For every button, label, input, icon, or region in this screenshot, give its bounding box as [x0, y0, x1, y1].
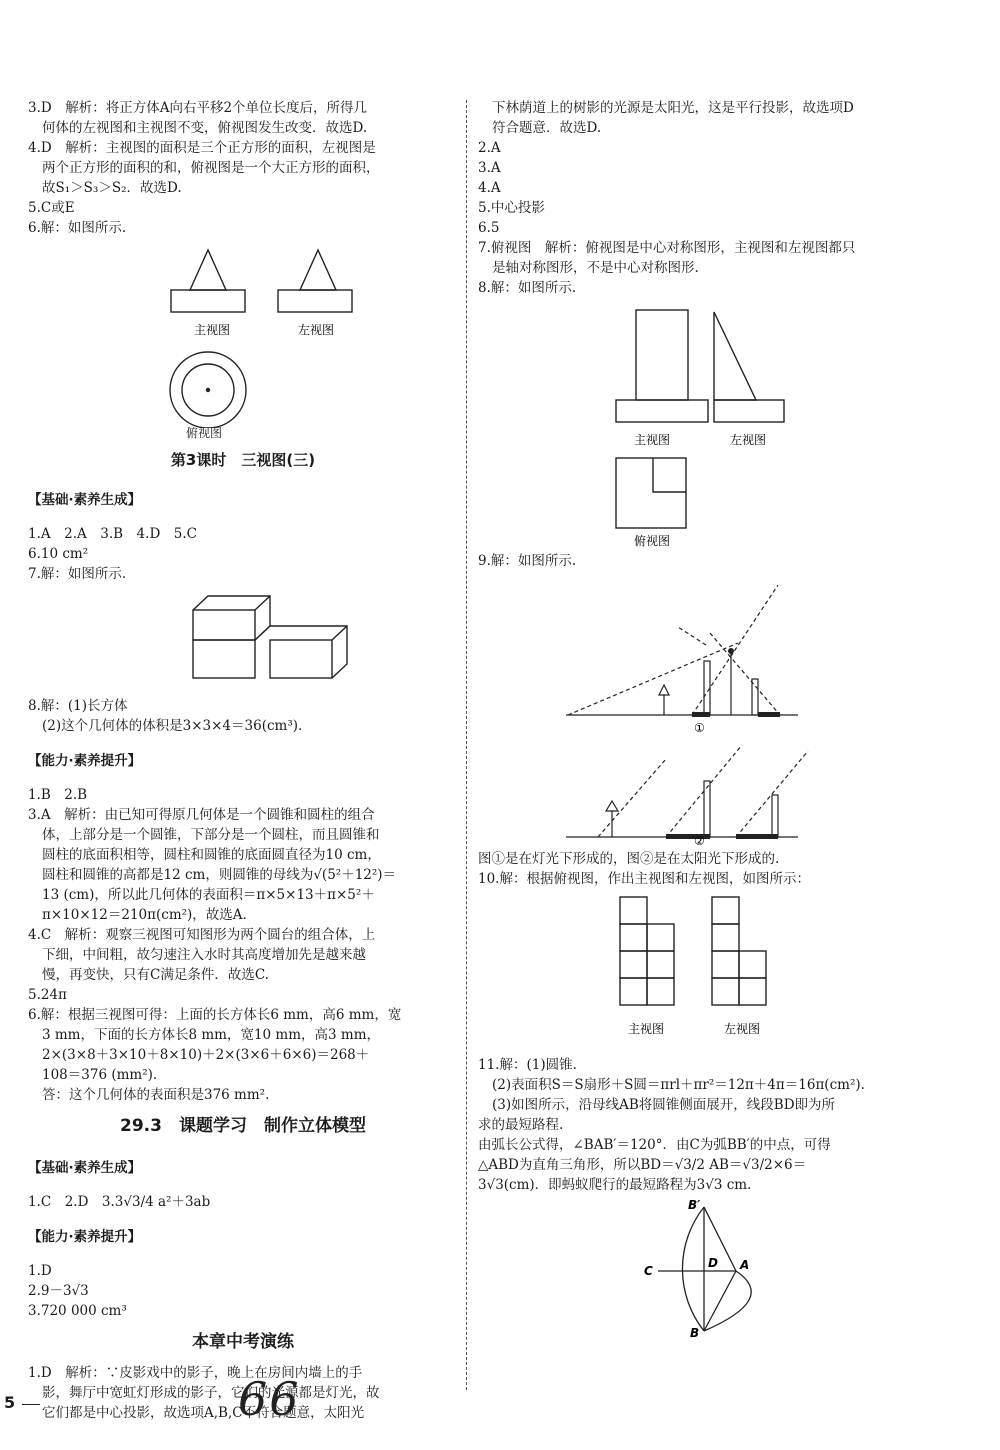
- exam-answer-1-cont4: 符合题意．故选D.: [492, 120, 602, 136]
- figure-cube-views: [478, 893, 918, 1051]
- fig9-caption-2: ②: [694, 834, 705, 845]
- section2-basic-answers: 1.C 2.D 3.3√3/4 a²＋3ab: [28, 1194, 211, 1210]
- ability-answer-3: 3.A 解析：由已知可得原几何体是一个圆锥和圆柱的组合: [28, 807, 375, 823]
- handwritten-number: 66: [238, 1372, 301, 1426]
- basic-header: 【基础·素养生成】: [28, 491, 142, 508]
- exam-answer-2: 2.A: [478, 140, 501, 156]
- exam-answer-9: 9.解：如图所示.: [478, 553, 577, 569]
- figure-shadows: [478, 575, 918, 845]
- exam-answer-4: 4.A: [478, 180, 501, 196]
- exam-answer-11-part2: (2)表面积S＝S扇形＋S圆＝πrl＋πr²＝12π＋4π＝16π(cm²).: [492, 1077, 865, 1093]
- exam-answer-11-result: 3√3(cm)．即蚂蚁爬行的最短路程为3√3 cm.: [478, 1177, 752, 1193]
- ability-header: 【能力·素养提升】: [28, 752, 142, 769]
- exam-answer-11: 11.解：(1)圆锥.: [478, 1057, 577, 1073]
- ability-answer-6-cont2: 2×(3×8＋3×10＋8×10)＋2×(3×6＋6×6)＝268＋: [42, 1047, 370, 1063]
- ability-answer-4: 4.C 解析：观察三视图可知图形为两个圆台的组合体，上: [28, 927, 376, 943]
- exam-answer-10: 10.解：根据俯视图，作出主视图和左视图，如图所示：: [478, 871, 810, 887]
- exam-answer-1-cont3: 下林荫道上的树影的光源是太阳光，这是平行投影，故选项D: [492, 100, 854, 116]
- column-divider: [466, 100, 467, 1390]
- ability-answer-3-cont2: 圆柱的底面积相等，圆柱和圆锥的底面圆直径为10 cm，: [42, 847, 381, 863]
- basic-header-2: 【基础·素养生成】: [28, 1159, 142, 1176]
- section-title-chapter-exam: 本章中考演练: [192, 1332, 294, 1352]
- ability-answer-6-cont3: 108＝376 (mm²).: [42, 1067, 158, 1083]
- answer-5: 5.C或E: [28, 200, 75, 216]
- fig9-caption-1: ①: [694, 721, 705, 735]
- section2-ability-3: 3.720 000 cm³: [28, 1303, 127, 1319]
- exam-answer-1-cont: 影，舞厅中宽虹灯形成的影子，它们的光源都是灯光，故: [42, 1385, 380, 1401]
- section2-ability-2: 2.9－3√3: [28, 1283, 89, 1299]
- fig11-label-c: C: [644, 1264, 653, 1278]
- ability-answers: 1.B 2.B: [28, 787, 88, 803]
- exam-answer-11-arc: 由弧长公式得，∠BAB′＝120°．由C为弧BB′的中点，可得: [478, 1137, 831, 1153]
- page-number: 5: [4, 1393, 16, 1412]
- exam-answer-7-cont: 是轴对称图形，不是中心对称图形.: [492, 260, 699, 276]
- ability-answer-6: 6.解：根据三视图可得：上面的长方体长6 mm，高6 mm，宽: [28, 1007, 402, 1023]
- answer-3-cont: 何体的左视图和主视图不变，俯视图发生改变．故选D.: [42, 120, 368, 136]
- fig11-label-d: D: [708, 1256, 718, 1270]
- ability-answer-3-cont4: 13 (cm)，所以此几何体的表面积＝π×5×13＋π×5²＋: [42, 887, 375, 903]
- basic-answer-8-part2: (2)这个几何体的体积是3×3×4＝36(cm³).: [42, 718, 303, 734]
- page-number-rule: [22, 1404, 40, 1405]
- basic-answers: 1.A 2.A 3.B 4.D 5.C: [28, 526, 197, 542]
- ability-header-2: 【能力·素养提升】: [28, 1228, 142, 1245]
- ability-answer-6-conclusion: 答：这个几何体的表面积是376 mm².: [42, 1087, 270, 1103]
- fig6-caption-main: 主视图: [194, 323, 231, 337]
- exam-answer-11-part3: (3)如图所示，沿母线AB将圆锥侧面展开，线段BD即为所: [492, 1097, 836, 1113]
- exam-answer-5: 5.中心投影: [478, 200, 545, 216]
- fig6-caption-top: 俯视图: [186, 426, 223, 440]
- basic-answer-7: 7.解：如图所示.: [28, 566, 127, 582]
- exam-answer-8: 8.解：如图所示.: [478, 280, 577, 296]
- fig11-label-b: B: [690, 1326, 700, 1339]
- exam-answer-1: 1.D 解析：∵皮影戏中的影子，晚上在房间内墙上的手: [28, 1365, 363, 1381]
- exam-answer-7: 7.俯视图 解析：俯视图是中心对称图形，主视图和左视图都只: [478, 240, 856, 256]
- exam-answer-3: 3.A: [478, 160, 501, 176]
- fig8-caption-top: 俯视图: [634, 534, 671, 547]
- answer-3: 3.D 解析：将正方体A向右平移2个单位长度后，所得几: [28, 100, 368, 116]
- exam-answer-11-part3-cont: 求的最短路程.: [478, 1117, 564, 1133]
- figure-cone-unfold: [478, 1199, 918, 1339]
- ability-answer-3-cont3: 圆柱和圆锥的高都是12 cm，则圆锥的母线为√(5²＋12²)＝: [42, 867, 397, 883]
- exam-answer-11-triangle: △ABD为直角三角形，所以BD＝√3/2 AB＝√3/2×6＝: [478, 1157, 807, 1173]
- section2-ability-1: 1.D: [28, 1263, 52, 1279]
- section-title-29-3: 29.3 课题学习 制作立体模型: [120, 1116, 366, 1136]
- figure-three-views-cone: [28, 242, 458, 428]
- ability-answer-4-cont2: 慢，再变快，只有C满足条件．故选C.: [42, 967, 269, 983]
- fig11-label-a: A: [740, 1258, 750, 1272]
- ability-answer-5: 5.24π: [28, 987, 67, 1003]
- basic-answer-6: 6.10 cm²: [28, 546, 89, 562]
- ability-answer-3-cont5: π×10×12＝210π(cm²)，故选A.: [42, 907, 247, 923]
- basic-answer-8: 8.解：(1)长方体: [28, 698, 128, 714]
- ability-answer-6-cont: 3 mm，下面的长方体长8 mm，宽10 mm，高3 mm，: [42, 1027, 381, 1043]
- fig11-label-b-prime: B′: [688, 1199, 701, 1212]
- fig10-caption-left: 左视图: [724, 1022, 761, 1036]
- exam-answer-6: 6.5: [478, 220, 500, 236]
- ability-answer-4-cont: 下细，中间粗，故匀速注入水时其高度增加先是越来越: [42, 947, 366, 963]
- answer-4: 4.D 解析：主视图的面积是三个正方形的面积，左视图是: [28, 140, 376, 156]
- answer-6: 6.解：如图所示.: [28, 220, 127, 236]
- section-title-lesson3: 第3课时 三视图(三): [170, 451, 316, 469]
- exam-answer-1-cont2: 它们都是中心投影，故选项A,B,C不符合题意，太阳光: [42, 1405, 365, 1421]
- exam-answer-9-conclusion: 图①是在灯光下形成的，图②是在太阳光下形成的.: [478, 851, 780, 867]
- fig10-caption-main: 主视图: [628, 1022, 665, 1036]
- fig6-caption-left: 左视图: [298, 323, 335, 337]
- right-column: [478, 98, 918, 1343]
- fig8-caption-main: 主视图: [634, 433, 671, 447]
- figure-block-solid: [28, 588, 458, 692]
- answer-4-cont: 两个正方形的面积的和，俯视图是一个大正方形的面积，: [42, 160, 380, 176]
- ability-answer-3-cont: 体，上部分是一个圆锥，下部分是一个圆柱，而且圆锥和: [42, 827, 380, 843]
- figure-three-views-L: [478, 302, 918, 547]
- left-column: [28, 98, 458, 1423]
- fig8-caption-left: 左视图: [730, 433, 767, 447]
- answer-4-cont2: 故S₁＞S₃＞S₂．故选D.: [42, 180, 182, 196]
